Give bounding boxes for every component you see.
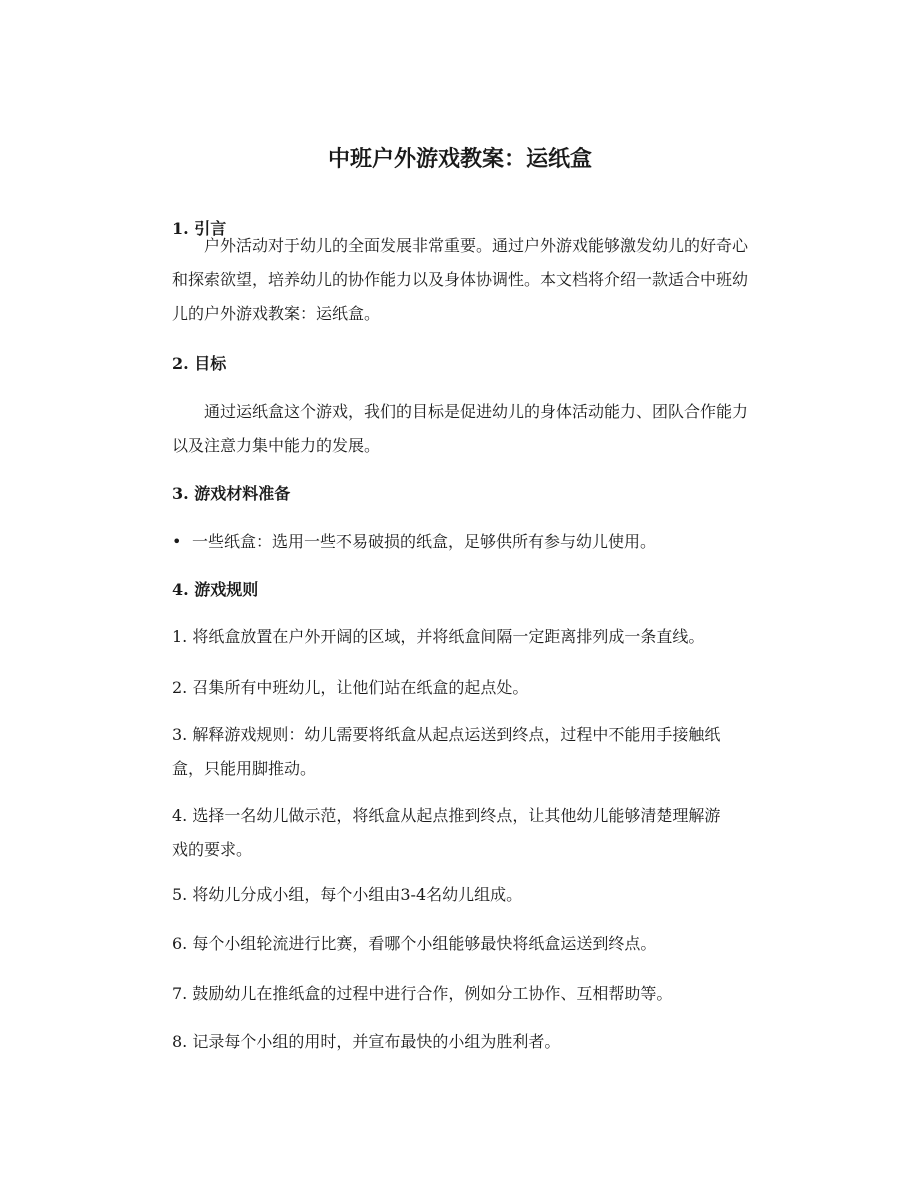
rule-item-1: 1. 将纸盒放置在户外开阔的区域，并将纸盒间隔一定距离排列成一条直线。 bbox=[172, 627, 705, 646]
rule-item-2: 2. 召集所有中班幼儿，让他们站在纸盒的起点处。 bbox=[172, 678, 529, 697]
rule-item-8: 8. 记录每个小组的用时，并宣布最快的小组为胜利者。 bbox=[172, 1032, 561, 1051]
section-heading-rules: 4. 游戏规则 bbox=[172, 580, 259, 599]
intro-line-3-text: 儿的户外游戏教案：运纸盒。 bbox=[172, 304, 381, 323]
bullet-marker: • bbox=[172, 532, 182, 551]
rule-item-4-line-2: 戏的要求。 bbox=[172, 840, 253, 859]
goal-line-1-text: 通过运纸盒这个游戏，我们的目标是促进幼儿的身体活动能力、团队合作能力 bbox=[204, 402, 749, 421]
rule-item-6: 6. 每个小组轮流进行比赛，看哪个小组能够最快将纸盒运送到终点。 bbox=[172, 934, 657, 953]
intro-line-2-text: 和探索欲望，培养幼儿的协作能力以及身体协调性。本文档将介绍一款适合中班幼 bbox=[172, 270, 749, 289]
goal-line-2-text: 以及注意力集中能力的发展。 bbox=[172, 436, 381, 455]
rule-item-3-line-1: 3. 解释游戏规则：幼儿需要将纸盒从起点运送到终点，过程中不能用手接触纸 bbox=[172, 725, 721, 744]
rule-item-4-line-1: 4. 选择一名幼儿做示范，将纸盒从起点推到终点，让其他幼儿能够清楚理解游 bbox=[172, 806, 721, 825]
materials-item: 一些纸盒：选用一些不易破损的纸盒，足够供所有参与幼儿使用。 bbox=[192, 532, 657, 551]
page-title: 中班户外游戏教案：运纸盒 bbox=[327, 146, 592, 172]
section-heading-materials: 3. 游戏材料准备 bbox=[172, 484, 291, 503]
section-heading-intro: 1. 引言 bbox=[172, 219, 227, 238]
intro-line-1-text: 户外活动对于幼儿的全面发展非常重要。通过户外游戏能够激发幼儿的好奇心 bbox=[204, 236, 749, 255]
rule-item-3-line-2: 盒，只能用脚推动。 bbox=[172, 759, 317, 778]
section-heading-goal: 2. 目标 bbox=[172, 354, 227, 373]
rule-item-7: 7. 鼓励幼儿在推纸盒的过程中进行合作，例如分工协作、互相帮助等。 bbox=[172, 984, 673, 1003]
rule-item-5: 5. 将幼儿分成小组，每个小组由3-4名幼儿组成。 bbox=[172, 885, 523, 904]
